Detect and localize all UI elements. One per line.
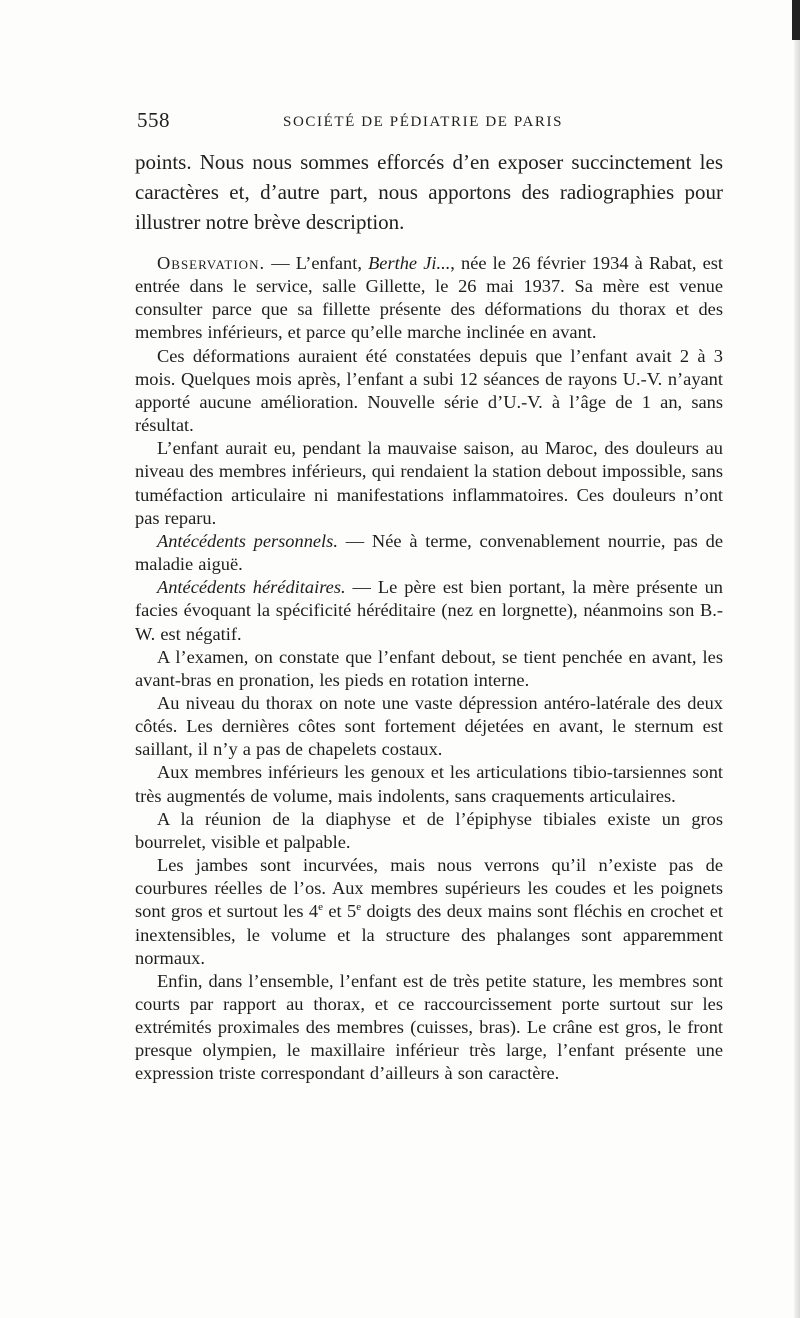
diaphyse-paragraph: A la réunion de la diaphyse et de l’épiphyse tibiales existe un gros bourrelet, visible et palpable.	[135, 808, 723, 852]
observation-label: Observation.	[157, 253, 266, 273]
antecedents-hereditaires-text: — Le père est bien portant, la mère présente un facies évoquant la spécificité héréditaire (nez en lorgnette), néanmoins son B.-W. est négatif.	[135, 577, 723, 644]
antecedents-personnels-paragraph	[135, 530, 723, 576]
observation-paragraph-1	[135, 252, 723, 345]
superscript-e-2: e	[356, 901, 362, 914]
antecedents-hereditaires-paragraph	[135, 576, 723, 645]
page-header	[137, 108, 723, 138]
antecedents-personnels-label: Antécédents personnels.	[157, 530, 338, 551]
page-edge-corner	[792, 0, 800, 40]
intro-text: points. Nous nous sommes efforcés d’en exposer succinctement les caractères et, d’autre part, nous apportons des radiographies pour illustrer notre brève description.	[135, 150, 723, 234]
jambes-paragraph	[135, 854, 723, 970]
observation-paragraph-3: L’enfant aurait eu, pendant la mauvaise saison, au Maroc, des douleurs au niveau des membres inférieurs, qui rendaient la station debout impossible, sans tuméfaction articulaire ni manifestations inflammatoires. Ces douleurs n’ont pas reparu.	[135, 438, 723, 528]
antecedents-personnels-text: — Née à terme, convenablement nourrie, pas de maladie aiguë.	[135, 530, 723, 575]
observation-paragraph-2: Ces déformations auraient été constatées depuis que l’enfant avait 2 à 3 mois. Quelques mois après, l’enfant a subi 12 séances de rayons U.-V. n’ayant apporté aucune amélioration. Nouvelle série d’U.-V. à l’âge de 1 an, sans résultat.	[135, 345, 723, 436]
patient-name: Berthe Ji...	[368, 253, 451, 273]
running-head: SOCIÉTÉ DE PÉDIATRIE DE PARIS	[283, 114, 564, 130]
observation-text-1: , née le 26 février 1934 à Rabat, est entrée dans le service, salle Gillette, le 26 mai 1937. Sa mère est venue consulter parce que sa fillette présente des déformations du thorax et des membres inférieurs, et parce qu’elle marche inclinée en avant.	[135, 253, 723, 343]
observation-section	[135, 252, 723, 1086]
page-number: 558	[137, 108, 170, 132]
examen-paragraph: A l’examen, on constate que l’enfant debout, se tient penchée en avant, les avant-bras en pronation, les pieds en rotation interne.	[135, 646, 723, 690]
body-text	[135, 147, 723, 1086]
membres-inferieurs-paragraph: Aux membres inférieurs les genoux et les articulations tibio-tarsiennes sont très augmentés de volume, mais indolents, sans craquements articulaires.	[135, 762, 723, 806]
intro-paragraph	[135, 147, 723, 237]
jambes-text-c: doigts des deux mains sont fléchis en crochet et inextensibles, le volume et la structure des phalanges sont apparemment normaux.	[135, 901, 723, 968]
thorax-paragraph: Au niveau du thorax on note une vaste dépression antéro-latérale des deux côtés. Les dernières côtes sont fortement déjetées en avant, le sternum est saillant, il n’y a pas de chapelets costaux.	[135, 692, 723, 760]
antecedents-hereditaires-label: Antécédents héréditaires.	[157, 577, 346, 598]
stature-paragraph: Enfin, dans l’ensemble, l’enfant est de très petite stature, les membres sont courts par rapport au thorax, et ce raccourcissement porte surtout sur les extrémités proximales des membres (cuisses, bras). Le crâne est gros, le front presque olympien, le maxillaire inférieur très large, l’enfant présente une expression triste correspondant d’ailleurs à son caractère.	[135, 970, 723, 1084]
jambes-text-b: et 5	[323, 901, 357, 922]
page-edge	[794, 0, 800, 1318]
observation-dash: — L’enfant,	[265, 253, 369, 273]
superscript-e-1: e	[318, 901, 324, 914]
jambes-text-a: Les jambes sont incurvées, mais nous verrons qu’il n’existe pas de courbures réelles de l’os. Aux membres supérieurs les coudes et les poignets sont gros et surtout les 4	[135, 855, 723, 922]
